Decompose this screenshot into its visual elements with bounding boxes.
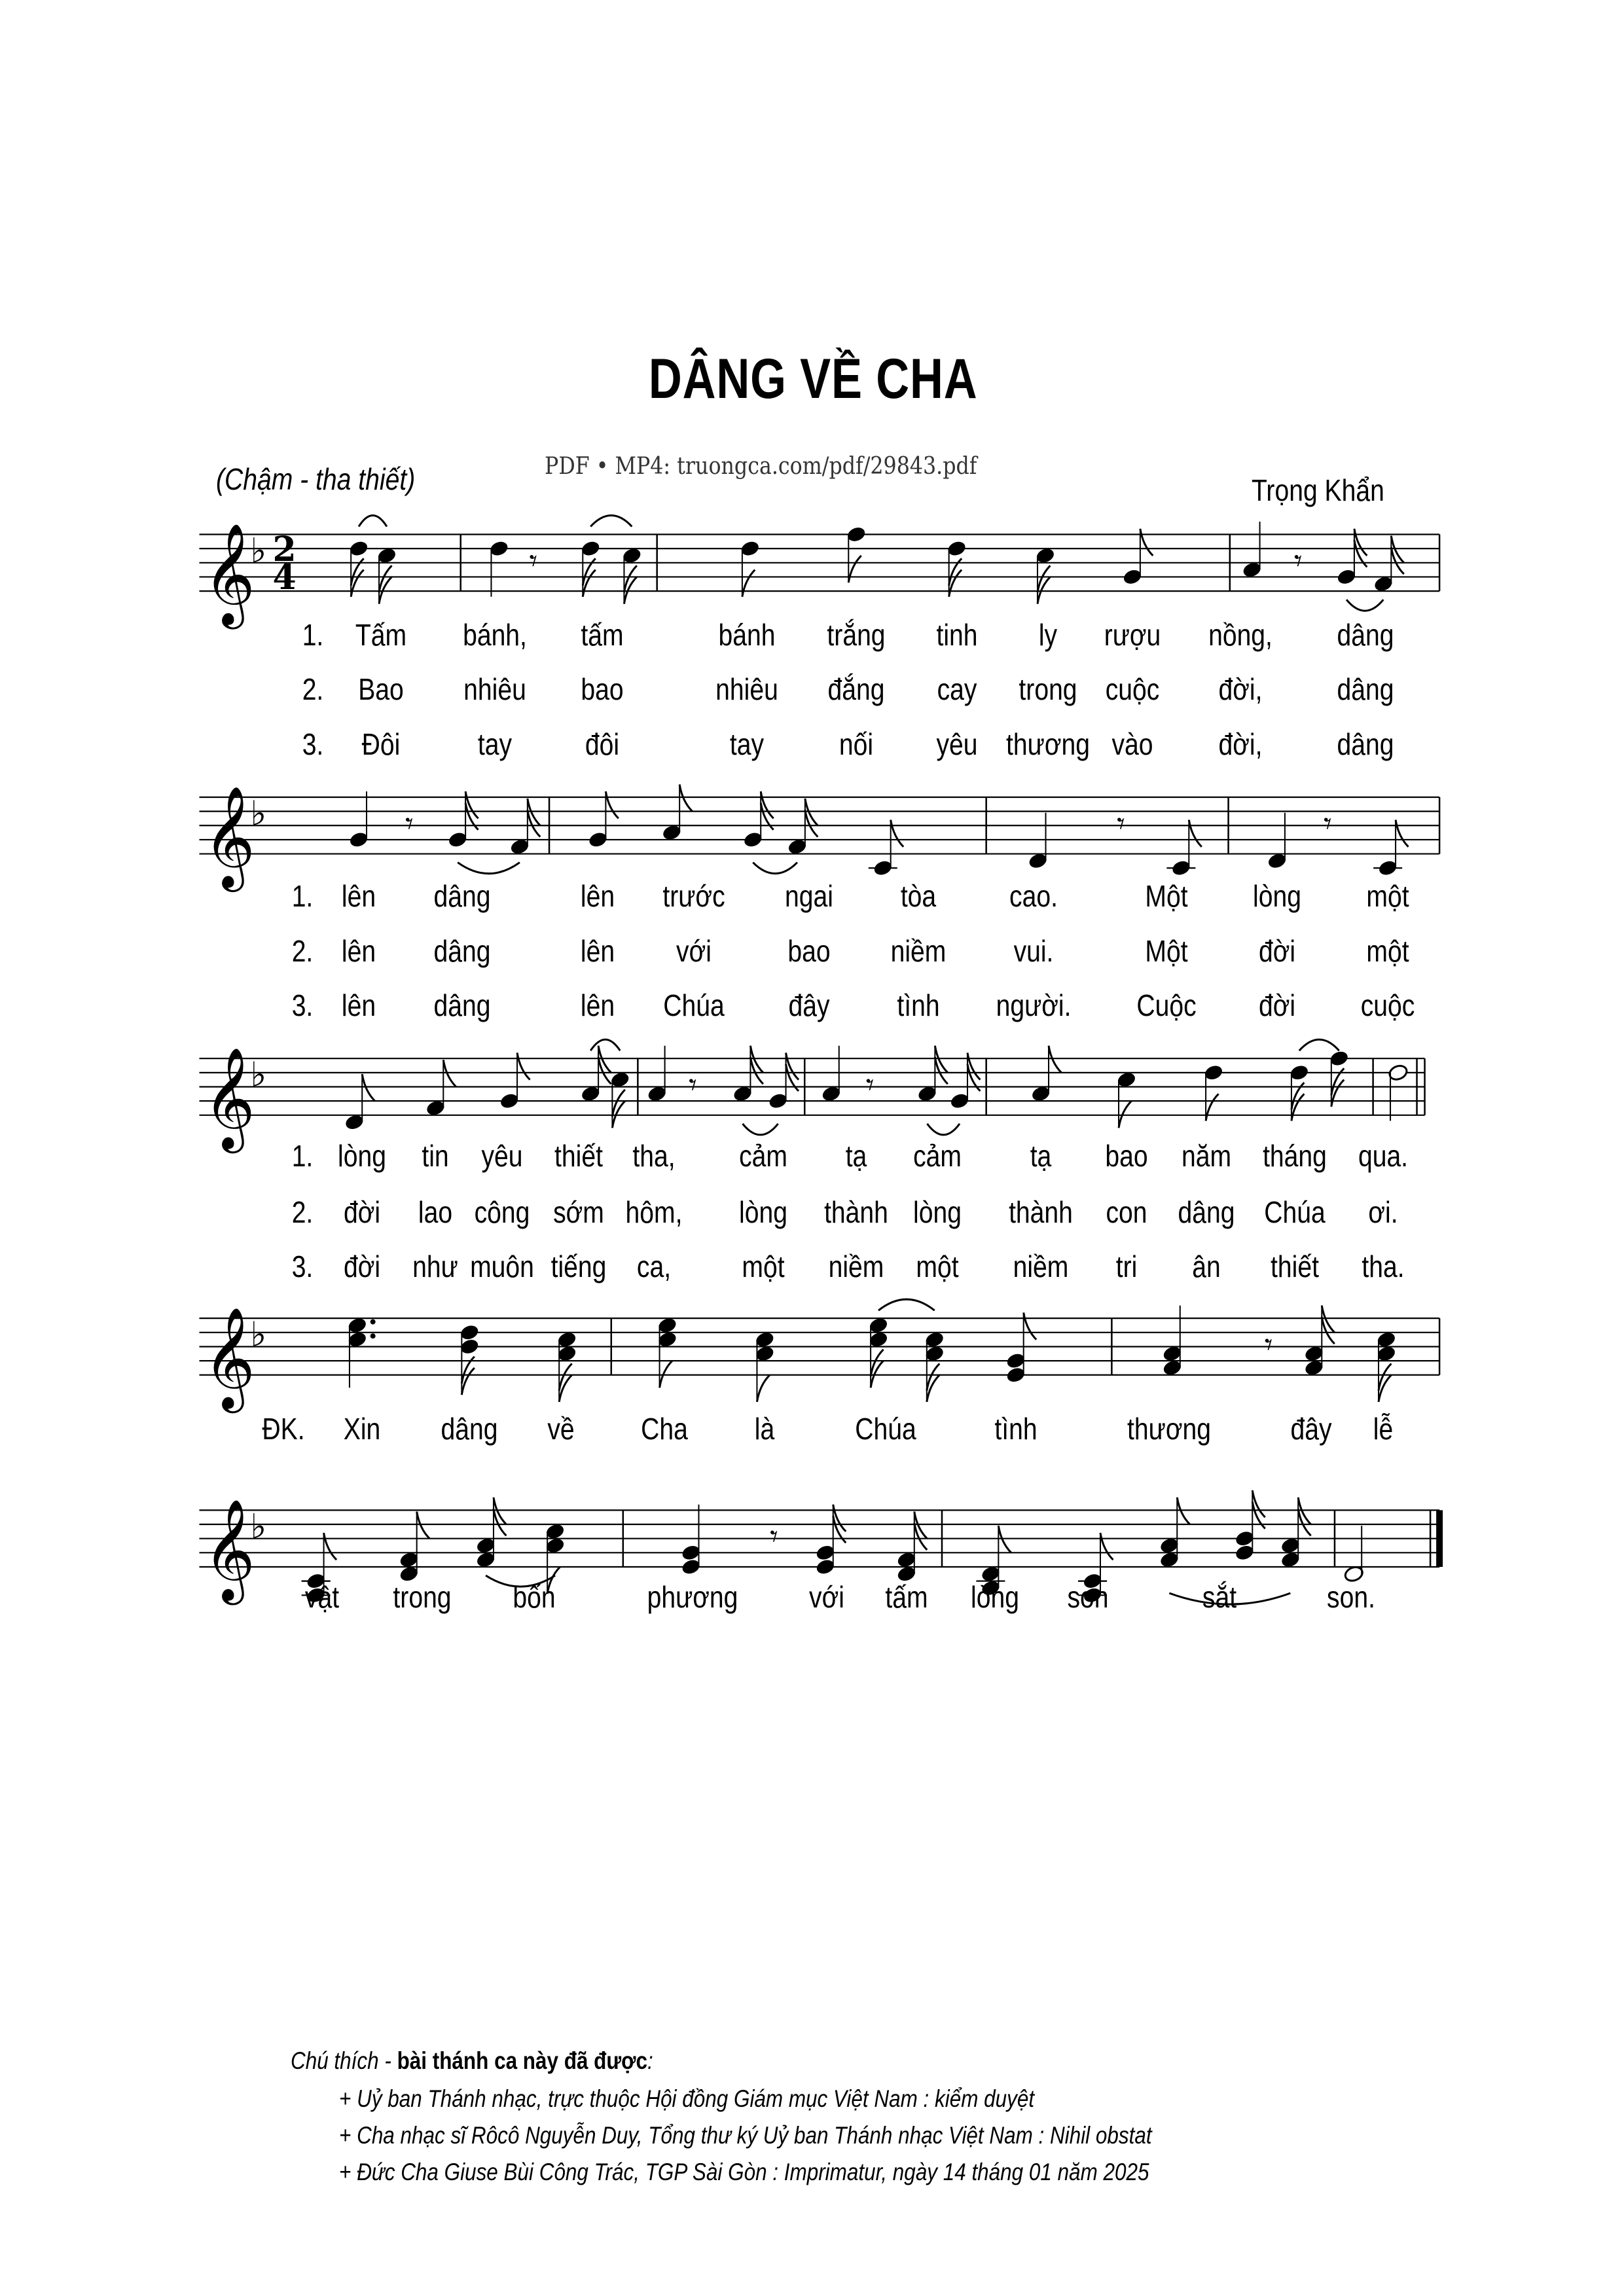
lyric-syllable: là [755, 1412, 775, 1446]
footnote-line: + Cha nhạc sĩ Rôcô Nguyễn Duy, Tổng thư ký Uỷ ban Thánh nhạc Việt Nam : Nihil obstat [339, 2122, 1152, 2149]
lyric-syllable: ly [1039, 617, 1058, 652]
lyric-syllable: nhiêu [463, 672, 526, 707]
slur [1346, 600, 1383, 611]
lyric-syllable: tha, [632, 1139, 676, 1174]
note-flag [967, 1053, 980, 1080]
treble-clef-icon: 𝄞 [203, 1498, 255, 1601]
lyric-syllable: với [809, 1580, 845, 1615]
flat-icon: ♭ [250, 1507, 267, 1547]
slur [458, 863, 520, 874]
note-flag [1189, 820, 1201, 847]
note-flag [833, 1505, 846, 1532]
lyric-syllable: đôi [585, 726, 620, 761]
lyric-syllable: đây [788, 988, 830, 1022]
lyric-syllable: thương [1127, 1412, 1212, 1446]
lyric-syllable: vật [304, 1580, 339, 1615]
lyric-syllable: lòng [971, 1580, 1020, 1615]
song-title: DÂNG VỀ CHA [648, 348, 978, 410]
lyric-syllable: Bao [358, 672, 404, 707]
lyric-syllable: bao [787, 933, 831, 968]
dot [370, 1333, 376, 1338]
lyric-syllable: niềm [890, 933, 947, 968]
lyric-syllable: Đôi [361, 726, 401, 761]
slur [359, 515, 387, 526]
lyric-syllable: bánh, [462, 617, 527, 652]
note-flag [891, 820, 903, 847]
lyric-syllable: Một [1145, 879, 1188, 914]
dot [370, 1319, 376, 1325]
lyric-syllable: yêu [936, 726, 978, 761]
lyric-syllable: lòng [337, 1139, 386, 1174]
note-flag [761, 791, 773, 818]
verse-number: 3. [302, 726, 324, 761]
footnote-line: + Đức Cha Giuse Bùi Công Trác, TGP Sài Gòn : Imprimatur, ngày 14 tháng 01 năm 2025 [339, 2159, 1149, 2185]
lyric-syllable: muôn [469, 1249, 534, 1284]
note-flag [351, 570, 363, 597]
lyric-syllable: về [547, 1412, 575, 1446]
eighth-rest-icon: 𝄾 [1264, 1327, 1273, 1363]
lyric-syllable: cay [937, 672, 977, 707]
verse-number: 2. [292, 933, 314, 968]
eighth-rest-icon: 𝄾 [1293, 543, 1303, 579]
lyric-syllable: yêu [481, 1139, 523, 1174]
lyric-syllable: hôm, [625, 1194, 683, 1229]
lyric-syllable: một [1366, 879, 1409, 914]
lyric-syllable: lòng [913, 1194, 962, 1229]
lyric-syllable: đời, [1218, 726, 1263, 761]
lyric-syllable: vào [1111, 726, 1153, 761]
lyric-syllable: cuộc [1360, 988, 1415, 1022]
note-flag [1100, 1533, 1113, 1560]
slur [590, 1039, 620, 1050]
lyric-syllable: Chúa [1264, 1194, 1326, 1229]
eighth-rest-icon: 𝄾 [1323, 806, 1332, 842]
lyric-syllable: cao. [1009, 879, 1058, 914]
lyric-syllable: lễ [1373, 1412, 1394, 1446]
lyric-syllable: con [1106, 1194, 1147, 1229]
note-flag [1252, 1490, 1265, 1517]
lyric-syllable: tay [730, 726, 765, 761]
verse-number: 1. [292, 879, 314, 914]
lyric-syllable: trắng [827, 617, 886, 652]
lyric-syllable: thương [1006, 726, 1091, 761]
lyric-syllable: qua. [1358, 1139, 1409, 1174]
lyric-syllable: tay [477, 726, 512, 761]
lyric-syllable: phương [647, 1580, 738, 1615]
lyric-syllable: bao [1105, 1139, 1148, 1174]
note-flag [757, 1375, 769, 1402]
lyric-syllable: đắng [827, 672, 885, 707]
verse-number: 1. [292, 1139, 314, 1174]
lyric-syllable: ca, [637, 1249, 672, 1284]
slur [927, 1124, 960, 1135]
lyric-syllable: bao [581, 672, 624, 707]
lyric-syllable: son [1067, 1580, 1109, 1615]
note-flag [1024, 1313, 1036, 1340]
lyric-syllable: dâng [1178, 1194, 1235, 1229]
lyric-syllable: tri [1115, 1249, 1138, 1284]
lyric-syllable: Chúa [855, 1412, 917, 1446]
verse-number: 3. [292, 1249, 314, 1284]
eighth-rest-icon: 𝄾 [405, 806, 414, 842]
lyric-syllable: tinh [936, 617, 978, 652]
lyric-syllable: Tấm [355, 617, 407, 652]
lyric-syllable: dâng [433, 879, 491, 914]
lyric-syllable: năm [1181, 1139, 1231, 1174]
note-flag [1291, 1094, 1304, 1121]
lyric-syllable: sắt [1202, 1580, 1237, 1615]
lyric-syllable: tấm [885, 1580, 928, 1615]
note-flag [1379, 1375, 1391, 1402]
note-flag [559, 1375, 571, 1402]
lyric-syllable: nồng, [1208, 617, 1272, 652]
treble-clef-icon: 𝄞 [203, 522, 255, 625]
lyric-syllable: son. [1326, 1580, 1375, 1615]
lyric-syllable: lên [341, 988, 376, 1022]
eighth-rest-icon: 𝄾 [1117, 806, 1125, 842]
note-flag [786, 1053, 799, 1080]
lyric-syllable: Cuộc [1136, 988, 1197, 1022]
lyric-syllable: Một [1145, 933, 1188, 968]
lyric-syllable: cảm [739, 1139, 788, 1174]
lyric-syllable: tấm [581, 617, 624, 652]
lyric-syllable: đời [343, 1249, 380, 1284]
note-flag [517, 1053, 530, 1080]
eighth-rest-icon: 𝄾 [865, 1067, 875, 1103]
eighth-rest-icon: 𝄾 [770, 1518, 778, 1555]
lyric-syllable: thiết [554, 1139, 604, 1174]
lyric-syllable: Cha [641, 1412, 688, 1446]
lyric-syllable: lên [581, 879, 615, 914]
lyric-syllable: trong [393, 1580, 452, 1615]
note-flag [742, 570, 755, 597]
flat-icon: ♭ [250, 531, 267, 571]
lyric-syllable: sớm [553, 1194, 605, 1229]
lyric-syllable: tạ [1030, 1139, 1052, 1174]
lyric-syllable: như [412, 1249, 459, 1284]
lyric-syllable: nối [839, 726, 874, 761]
lyric-syllable: rượu [1104, 617, 1161, 652]
note-flag [605, 791, 618, 818]
note-flag [848, 556, 861, 583]
eighth-rest-icon: 𝄾 [689, 1067, 697, 1103]
lyric-syllable: lên [581, 988, 615, 1022]
lyric-syllable: trong [1019, 672, 1077, 707]
lyric-syllable: lao [418, 1194, 453, 1229]
lyric-syllable: bốn [513, 1580, 556, 1615]
lyric-syllable: niềm [1013, 1249, 1069, 1284]
lyric-syllable: đời [1258, 933, 1296, 968]
time-signature-bottom: 4 [272, 558, 297, 598]
lyric-syllable: đây [1290, 1412, 1332, 1446]
note-flag [949, 570, 962, 597]
lyric-syllable: dâng [441, 1412, 498, 1446]
footnote-label-bold: bài thánh ca này đã được [397, 2047, 648, 2074]
note-flag [1396, 820, 1408, 847]
lyric-syllable: một [1366, 933, 1409, 968]
lyric-syllable: trước [662, 879, 725, 914]
lyric-syllable: tòa [900, 879, 937, 914]
lyric-syllable: thành [1009, 1194, 1074, 1229]
note-flag [1140, 529, 1153, 556]
lyric-syllable: lòng [1253, 879, 1301, 914]
lyric-syllable: tình [897, 988, 940, 1022]
verse-number: 2. [292, 1194, 314, 1229]
note-flag [1331, 1080, 1344, 1107]
verse-number: 3. [292, 988, 314, 1022]
lyric-syllable: bánh [718, 617, 776, 652]
lyric-syllable: ơi. [1368, 1194, 1398, 1229]
lyric-syllable: tình [994, 1412, 1038, 1446]
footnote-label: Chú thích - [291, 2047, 397, 2074]
lyric-syllable: Chúa [663, 988, 725, 1022]
flat-icon: ♭ [250, 1055, 267, 1095]
verse-number: 2. [302, 672, 324, 707]
lyric-syllable: dâng [433, 933, 491, 968]
note-flag [1206, 1094, 1218, 1121]
tempo-marking: (Chậm - tha thiết) [216, 462, 416, 496]
lyric-syllable: dâng [1337, 617, 1394, 652]
lyric-syllable: một [742, 1249, 785, 1284]
lyric-syllable: Xin [343, 1412, 380, 1446]
lyric-syllable: thiết [1271, 1249, 1320, 1284]
lyric-syllable: tạ [845, 1139, 867, 1174]
footnote-heading [291, 2047, 653, 2075]
note-flag [461, 1368, 474, 1395]
treble-clef-icon: 𝄞 [203, 1306, 255, 1409]
lyric-syllable: tháng [1263, 1139, 1327, 1174]
lyric-syllable: nhiêu [715, 672, 779, 707]
lyric-syllable: với [676, 933, 712, 968]
time-signature-top: 2 [272, 529, 297, 569]
lyric-syllable: niềm [828, 1249, 884, 1284]
verse-number: 1. [302, 617, 324, 652]
footnote-label-end: : [647, 2047, 653, 2074]
treble-clef-icon: 𝄞 [203, 1046, 255, 1149]
lyric-syllable: cuộc [1105, 672, 1160, 707]
lyric-syllable: dâng [1337, 726, 1394, 761]
lyric-syllable: đời [343, 1194, 380, 1229]
lyric-syllable: vui. [1013, 933, 1054, 968]
note-flag [324, 1533, 336, 1560]
lyric-syllable: đời, [1218, 672, 1263, 707]
lyric-syllable: đời [1258, 988, 1296, 1022]
slur [1299, 1039, 1339, 1050]
composer-name: Trọng Khẩn [1252, 473, 1384, 507]
refrain-label: ĐK. [262, 1412, 305, 1446]
lyric-syllable: dâng [433, 988, 491, 1022]
slur [878, 1299, 935, 1310]
footnote-line: + Uỷ ban Thánh nhạc, trực thuộc Hội đồng Giám mục Việt Nam : kiểm duyệt [339, 2085, 1035, 2112]
lyric-syllable: tha. [1362, 1249, 1405, 1284]
flat-icon: ♭ [250, 1315, 267, 1355]
slur [590, 515, 632, 526]
slur [743, 1124, 778, 1135]
lyric-syllable: lên [341, 933, 376, 968]
lyric-syllable: lên [341, 879, 376, 914]
lyric-syllable: tiếng [550, 1249, 607, 1284]
note-flag [927, 1375, 939, 1402]
slur [753, 863, 797, 874]
lyric-syllable: công [474, 1194, 530, 1229]
lyric-syllable: tin [422, 1139, 450, 1174]
note-flag [583, 570, 595, 597]
flat-icon: ♭ [250, 794, 267, 834]
eighth-rest-icon: 𝄾 [529, 543, 538, 579]
lyric-syllable: cảm [913, 1139, 962, 1174]
note-flag [1354, 529, 1367, 556]
lyric-syllable: ân [1191, 1249, 1221, 1284]
lyric-syllable: người. [996, 988, 1072, 1022]
treble-clef-icon: 𝄞 [203, 785, 255, 888]
note-flag [465, 791, 478, 818]
lyric-syllable: một [916, 1249, 959, 1284]
lyric-syllable: thành [824, 1194, 889, 1229]
lyric-syllable: lòng [739, 1194, 788, 1229]
lyric-syllable: ngai [785, 879, 833, 914]
lyric-syllable: lên [581, 933, 615, 968]
lyric-syllable: dâng [1337, 672, 1394, 707]
source-link[interactable]: PDF • MP4: truongca.com/pdf/29843.pdf [545, 453, 977, 480]
